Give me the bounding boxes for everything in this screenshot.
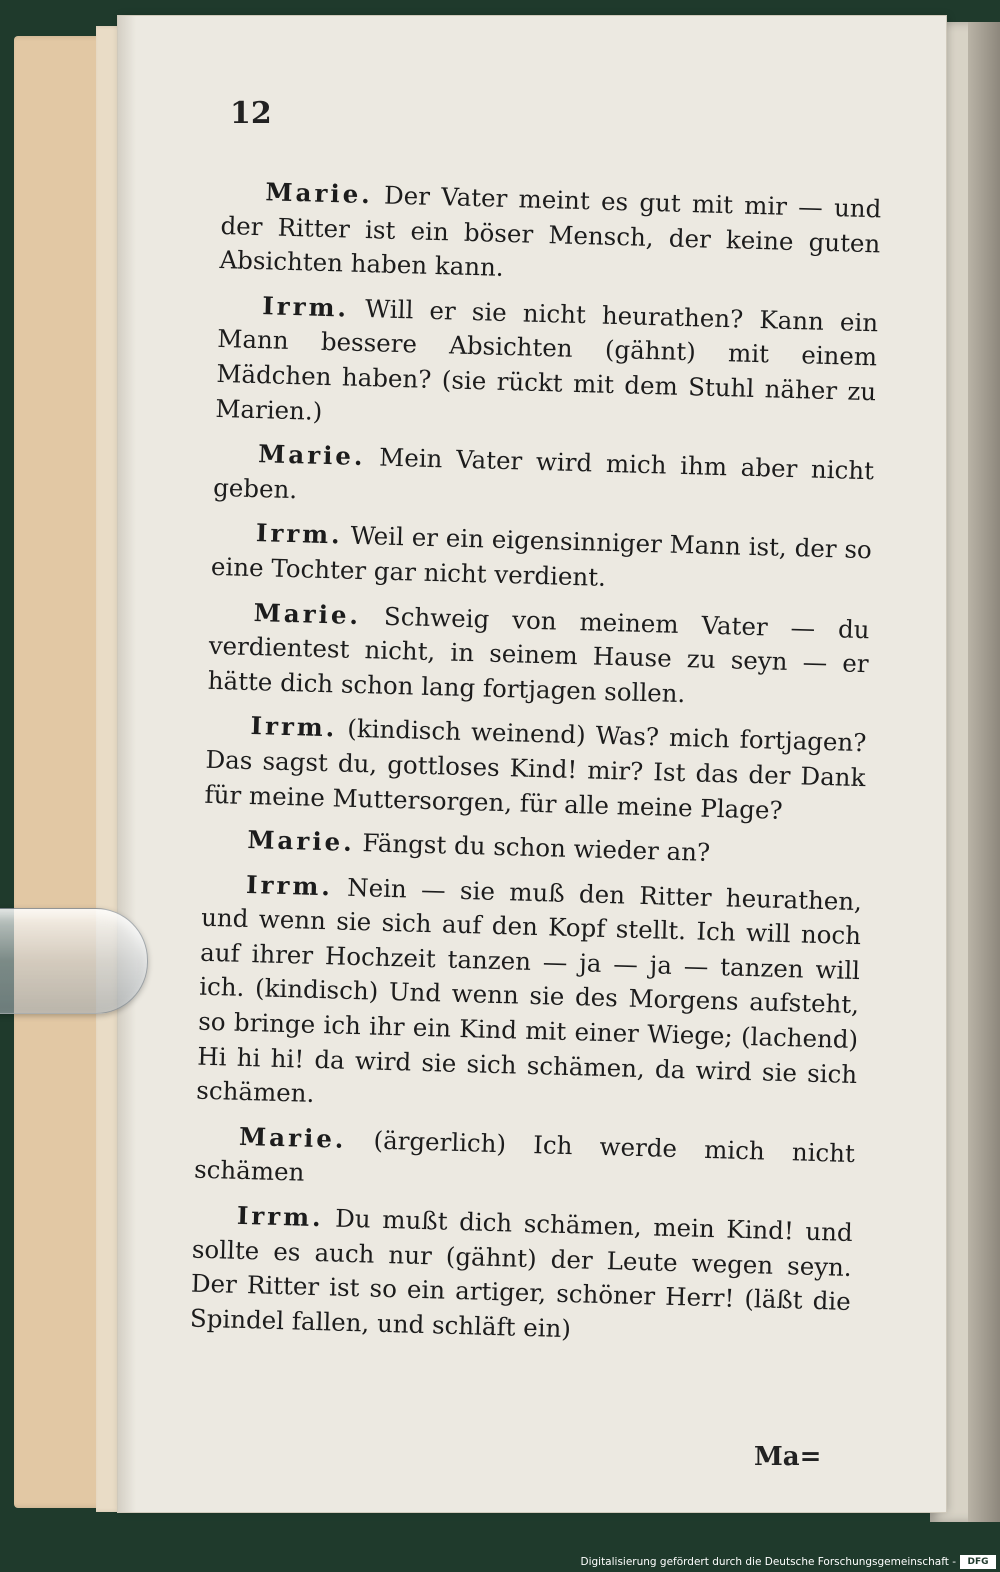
dialogue-text: Der Vater meint es gut mit mir — und der Ritter ist ein böser Mensch, der keine guten Absichten haben kann. [219,180,882,283]
speaker-name: Irrm. [261,290,350,323]
digitization-credit: Digitalisierung gefördert durch die Deutsche Forschungsgemeinschaft - [580,1556,956,1568]
paragraph [207,594,870,716]
speaker-name: Irrm. [236,1200,325,1233]
paragraph [215,288,879,445]
dialogue-text: Weil er ein eigensinniger Mann ist, der so eine Tochter gar nicht verdient. [210,521,873,592]
page-text [189,174,881,1364]
speaker-name: Marie. [265,177,374,210]
dfg-logo: DFG [960,1555,996,1569]
dialogue-text: Fängst du schon wieder an? [362,828,711,867]
speaker-name: Irrm. [245,869,334,902]
dialogue-text: (ärgerlich) Ich werde mich nicht schämen [193,1125,856,1188]
paragraph [213,436,875,524]
paragraph [203,822,864,875]
page-number: 12 [230,96,272,131]
dialogue-text: Will er sie nicht heurathen? Kann ein Mann bessere Absichten (gähnt) mit einem Mädchen haben? (sie rückt mit dem Stuhl näher zu Marien.) [215,293,879,426]
speaker-name: Irrm. [255,518,344,550]
paragraph [196,866,863,1126]
dialogue-text: Mein Vater wird mich ihm aber nicht geben. [212,442,875,504]
dialogue-text: Nein — sie muß den Ritter heurathen, und wenn sie sich auf den Kopf stellt. Ich will noch auf ihrer Hochzeit tanzen — ja — ja — tanzen will ich. (kindisch) Und wenn sie des Morgens aufsteht, so bringe ich ihr ein Kind mit einer Wiege; (lachend) Hi hi hi! da wird sie sich schämen, da wird sie sich schämen. [195,872,863,1109]
dialogue-text: Du mußt dich schämen, mein Kind! und sollte es auch nur (gähnt) der Leute wegen seyn. Der Ritter ist so ein artiger, schöner Herr! (läßt die Spindel fallen, und schläft ein) [189,1203,854,1343]
paragraph [190,1198,854,1355]
paragraph [194,1118,856,1206]
paragraph [204,708,867,830]
paragraph [211,515,873,603]
speaker-name: Marie. [257,439,366,472]
speaker-name: Irrm. [250,711,338,743]
paragraph [219,174,882,296]
speaker-name: Marie. [247,825,356,858]
speaker-name: Marie. [238,1121,347,1154]
gutter-shadow [968,22,1000,1522]
book-page [118,16,946,1512]
dialogue-text: Schweig von meinem Vater — du verdientest nicht, in seinem Hause zu seyn — er hätte dich schon lang fortjagen sollen. [207,601,870,708]
page-clamp [0,908,148,1014]
dialogue-text: (kindisch weinend) Was? mich fortjagen? Das sagst du, gottloses Kind! mir? Ist das der Dank für meine Muttersorgen, für alle meine Plage? [204,714,867,825]
speaker-name: Marie. [253,597,362,630]
catchword: Ma= [754,1442,822,1472]
